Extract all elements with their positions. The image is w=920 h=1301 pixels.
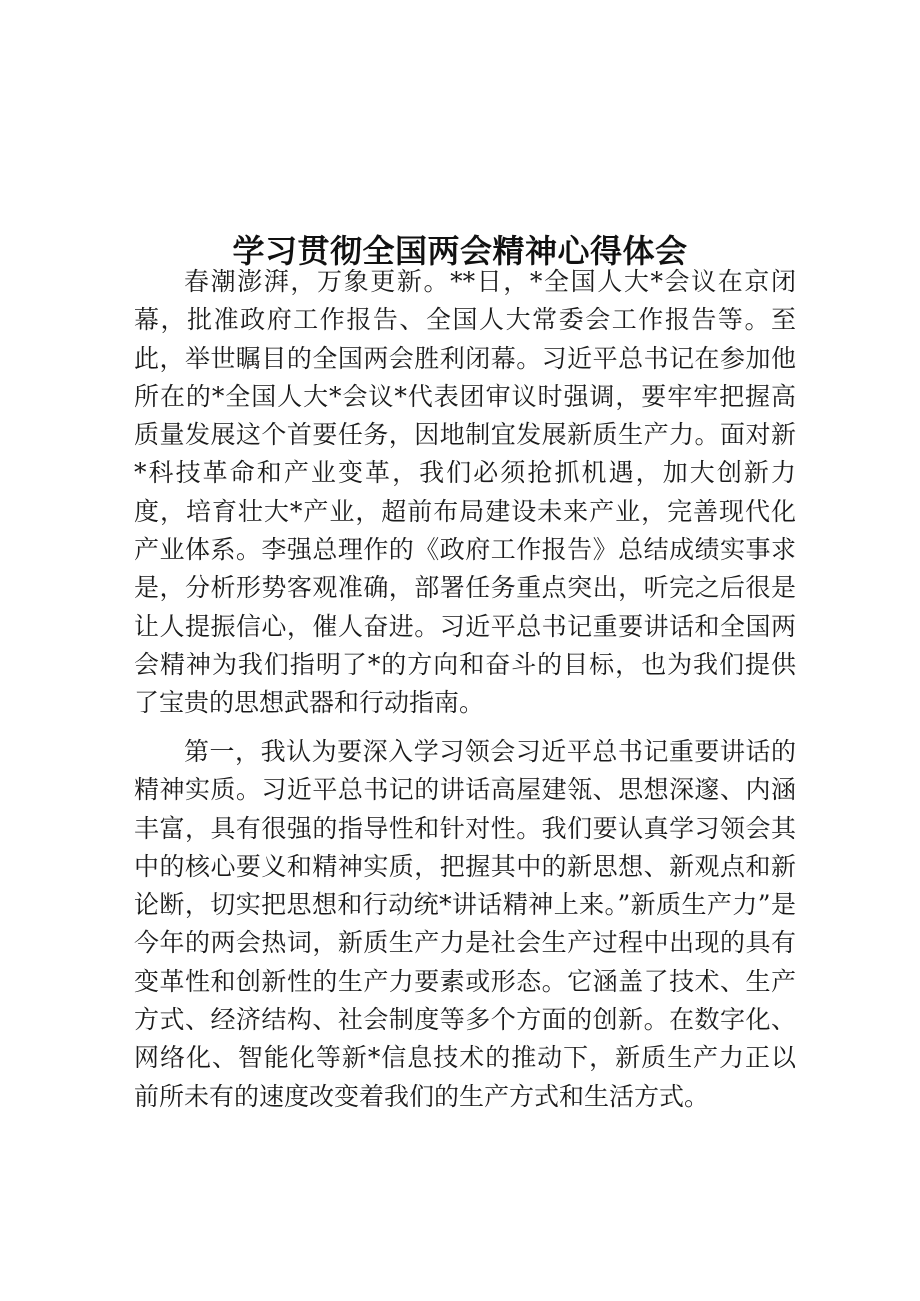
document-title: 学习贯彻全国两会精神心得体会 — [232, 232, 688, 271]
paragraph-intro: 春潮澎湃，万象更新。**日，*全国人大*会议在京闭幕，批准政府工作报告、全国人大常委会工作报告等。至此，举世瞩目的全国两会胜利闭幕。习近平总书记在参加他所在的*全国人大*会议*代表团审议时强调，要牢牢把握高质量发展这个首要任务，因地制宜发展新质生产力。面对新*科技革命和产业变革，我们必须抢抓机遇，加大创新力度，培育壮大*产业，超前布局建设未来产业，完善现代化产业体系。李强总理作的《政府工作报告》总结成绩实事求是，分析形势客观准确，部署任务重点突出，听完之后很是让人提振信心，催人奋进。习近平总书记重要讲话和全国两会精神为我们指明了*的方向和奋斗的目标，也为我们提供了宝贵的思想武器和行动指南。 — [134, 267, 796, 718]
paragraph-first-point: 第一，我认为要深入学习领会习近平总书记重要讲话的精神实质。习近平总书记的讲话高屋建瓴、思想深邃、内涵丰富，具有很强的指导性和针对性。我们要认真学习领会其中的核心要义和精神实质，把握其中的新思想、新观点和新论断，切实把思想和行动统*讲话精神上来。”新质生产力”是今年的两会热词，新质生产力是社会生产过程中出现的具有变革性和创新性的生产力要素或形态。它涵盖了技术、生产方式、经济结构、社会制度等多个方面的创新。在数字化、网络化、智能化等新*信息技术的推动下，新质生产力正以前所未有的速度改变着我们的生产方式和生活方式。 — [134, 737, 796, 1111]
